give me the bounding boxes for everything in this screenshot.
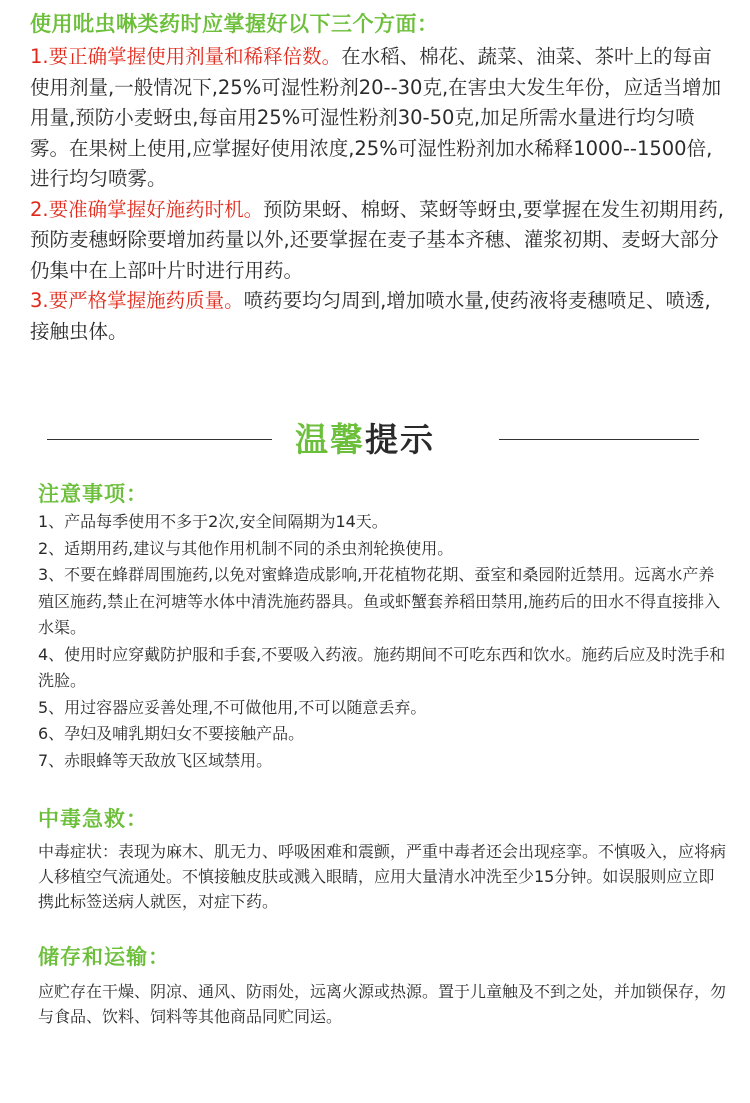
intro-point-1 [30,42,730,195]
note-item: 6、孕妇及哺乳期妇女不要接触产品。 [38,724,305,743]
intro-point-3-text: 喷药要均匀周到,增加喷水量,使药液将麦穗喷足、喷透,接触虫体。 [30,289,711,343]
note-item: 3、不要在蜂群周围施药,以免对蜜蜂造成影响,开花植物花期、蚕室和桑园附近禁用。远离水产养殖区施药,禁止在河塘等水体中清洗施药器具。鱼或虾蟹套养稻田禁用,施药后的田水不得直接排入水渠。 [38,565,721,637]
note-item: 2、适期用药,建议与其他作用机制不同的杀虫剂轮换使用。 [38,538,454,558]
intro-section [30,42,730,347]
tip-title [295,420,435,460]
note-item: 1、产品每季使用不多于2次,安全间隔期为14天。 [38,512,388,531]
note-item: 7、赤眼蜂等天敌放飞区域禁用。 [38,750,273,770]
storage-title: 储存和运输： [38,945,170,969]
storage-text: 应贮存在干燥、阴凉、通风、防雨处，远离火源或热源。置于儿童触及不到之处，并加锁保存，勿与食品、饮料、饲料等其他商品同贮同运。 [38,982,727,1026]
firstaid-text: 中毒症状：表现为麻木、肌无力、呼吸困难和震颤，严重中毒者还会出现痉挛。不慎吸入，应将病人移植空气流通处。不慎接触皮肤或溅入眼睛，应用大量清水冲洗至少15分钟。如误服则应立即携此标签送病人就医，对症下药。 [38,842,727,911]
divider-left [47,439,272,440]
tip-header [47,420,699,460]
tip-title-green: 温馨 [295,420,365,459]
tip-title-dark: 提示 [365,420,435,459]
firstaid-body [38,839,728,914]
intro-point-2-lead: 2.要准确掌握好施药时机。 [30,197,264,221]
intro-point-3 [30,286,730,347]
note-item: 4、使用时应穿戴防护服和手套,不要吸入药液。施药期间不可吃东西和饮水。施药后应及时洗手和洗脸。 [38,644,726,690]
note-item: 5、用过容器应妥善处理,不可做他用,不可以随意丢弃。 [38,697,427,717]
firstaid-title: 中毒急救： [38,807,148,831]
intro-point-1-lead: 1.要正确掌握使用剂量和稀释倍数。 [30,45,342,68]
divider-right [499,439,699,440]
notes-list [38,509,728,774]
notes-title: 注意事项： [38,482,148,506]
intro-point-1-text: 在水稻、棉花、蔬菜、油菜、茶叶上的每亩使用剂量,一般情况下,25%可湿性粉剂20--30克,在害虫大发生年份，应适当增加用量,预防小麦蚜虫,每亩用25%可湿性粉剂30-50克,加足所需水量进行均匀喷雾。在果树上使用,应掌握好使用浓度,25%可湿性粉剂加水稀释1000--1500倍,进行均匀喷雾。 [30,45,722,190]
page-title: 使用吡虫啉类药时应掌握好以下三个方面： [30,12,439,36]
storage-body [38,979,728,1029]
intro-point-2 [30,195,730,287]
intro-point-3-lead: 3.要严格掌握施药质量。 [30,289,244,312]
intro-point-2-text: 预防果蚜、棉蚜、菜蚜等蚜虫,要掌握在发生初期用药,预防麦穗蚜除要增加药量以外,还要掌握在麦子基本齐穗、灌浆初期、麦蚜大部分仍集中在上部叶片时进行用药。 [30,197,725,282]
